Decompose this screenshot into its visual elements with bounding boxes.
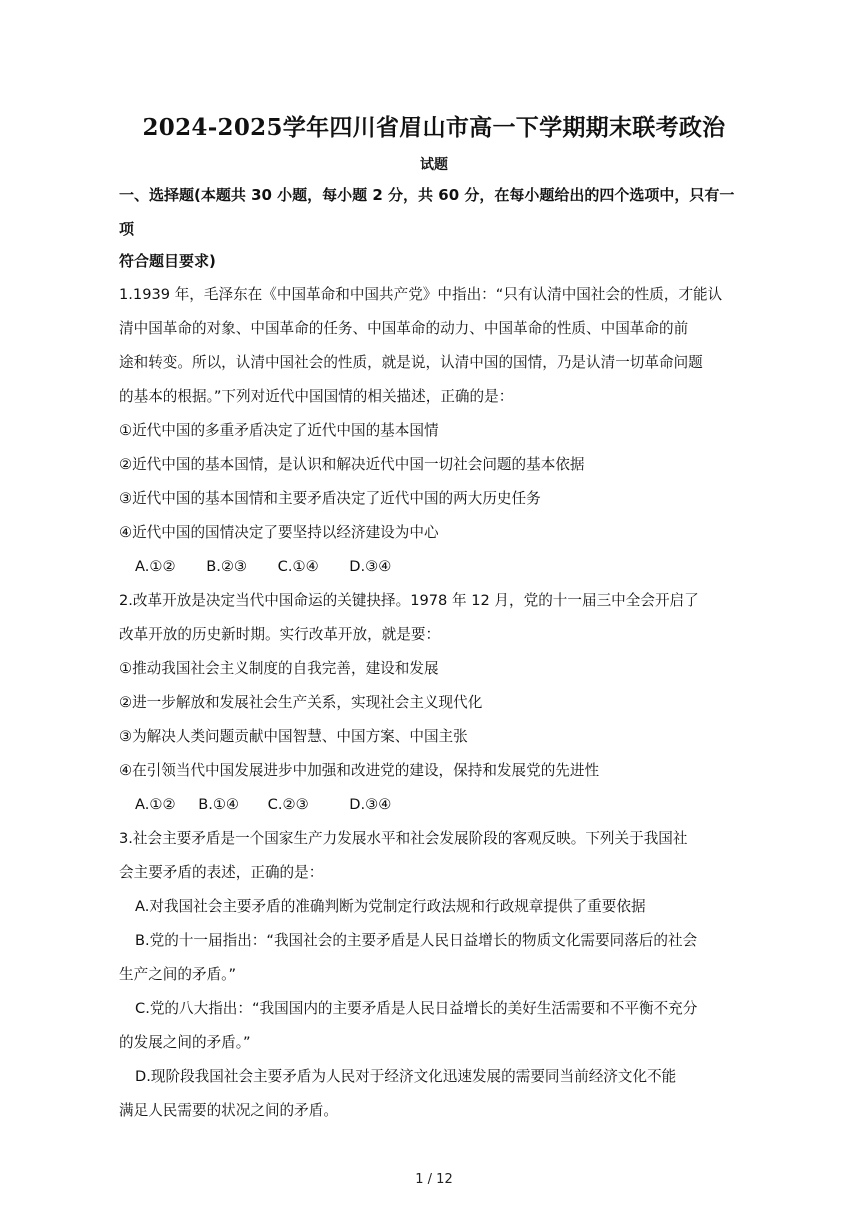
option-a: A.对我国社会主要矛盾的准确判断为党制定行政法规和行政规章提供了重要依据 [135,898,646,915]
question-text-line: 会主要矛盾的表述，正确的是： [119,864,324,881]
question-1 [119,278,749,584]
question-text-line: 清中国革命的对象、中国革命的任务、中国革命的动力、中国革命的性质、中国革命的前 [119,320,689,337]
statement-item: ④在引领当代中国发展进步中加强和改进党的建设，保持和发展党的先进性 [119,762,600,779]
question-3 [119,822,749,1128]
option-b: B.②③ [206,558,248,575]
question-text-line: 2.改革开放是决定当代中国命运的关键抉择。1978 年 12 月，党的十一届三中全会开启了 [119,592,699,609]
statement-item: ④近代中国的国情决定了要坚持以经济建设为中心 [119,524,439,541]
page-subtitle: 试题 [420,157,448,173]
section-heading-line-2: 符合题目要求) [119,252,216,270]
question-text-line: 途和转变。所以，认清中国社会的性质，就是说，认清中国的国情，乃是认清一切革命问题 [119,354,703,371]
option-b: B.党的十一届指出：“我国社会的主要矛盾是人民日益增长的物质文化需要同落后的社会 [135,932,698,949]
question-text-line: 的基本的根据。”下列对近代中国国情的相关描述，正确的是： [119,388,514,405]
question-2 [119,584,749,822]
statement-item: ②近代中国的基本国情，是认识和解决近代中国一切社会问题的基本依据 [119,456,585,473]
answer-options [119,550,749,584]
option-d: D.③④ [349,558,392,575]
statement-item: ①近代中国的多重矛盾决定了近代中国的基本国情 [119,422,439,439]
page-title: 2024-2025学年四川省眉山市高一下学期期末联考政治 [142,114,726,141]
section-heading-line-1: 一、选择题(本题共 30 小题，每小题 2 分，共 60 分，在每小题给出的四个选项中，只有一项 [119,186,735,238]
statement-item: ①推动我国社会主义制度的自我完善，建设和发展 [119,660,439,677]
question-text-line: 改革开放的历史新时期。实行改革开放，就是要： [119,626,441,643]
option-d-continued: 满足人民需要的状况之间的矛盾。 [119,1102,338,1119]
option-b-continued: 生产之间的矛盾。” [119,966,237,983]
question-text-line: 1.1939 年，毛泽东在《中国革命和中国共产党》中指出：“只有认清中国社会的性质，才能认 [119,286,723,303]
option-d: D.③④ [349,796,392,813]
option-d: D.现阶段我国社会主要矛盾为人民对于经济文化迅速发展的需要同当前经济文化不能 [135,1068,677,1085]
option-b: B.①④ [198,796,240,813]
page-number: 1 / 12 [415,1172,453,1187]
option-c: C.党的八大指出：“我国国内的主要矛盾是人民日益增长的美好生活需要和不平衡不充分 [135,1000,698,1017]
option-c-continued: 的发展之间的矛盾。” [119,1034,251,1051]
page-content [119,112,749,1128]
question-text-line: 3.社会主要矛盾是一个国家生产力发展水平和社会发展阶段的客观反映。下列关于我国社 [119,830,688,847]
option-a: A.①② [135,796,176,813]
answer-options [119,788,749,822]
option-c: C.②③ [267,796,309,813]
option-c: C.①④ [277,558,319,575]
statement-item: ③近代中国的基本国情和主要矛盾决定了近代中国的两大历史任务 [119,490,541,507]
option-a: A.①② [135,558,176,575]
statement-item: ②进一步解放和发展社会生产关系，实现社会主义现代化 [119,694,483,711]
statement-item: ③为解决人类问题贡献中国智慧、中国方案、中国主张 [119,728,468,745]
